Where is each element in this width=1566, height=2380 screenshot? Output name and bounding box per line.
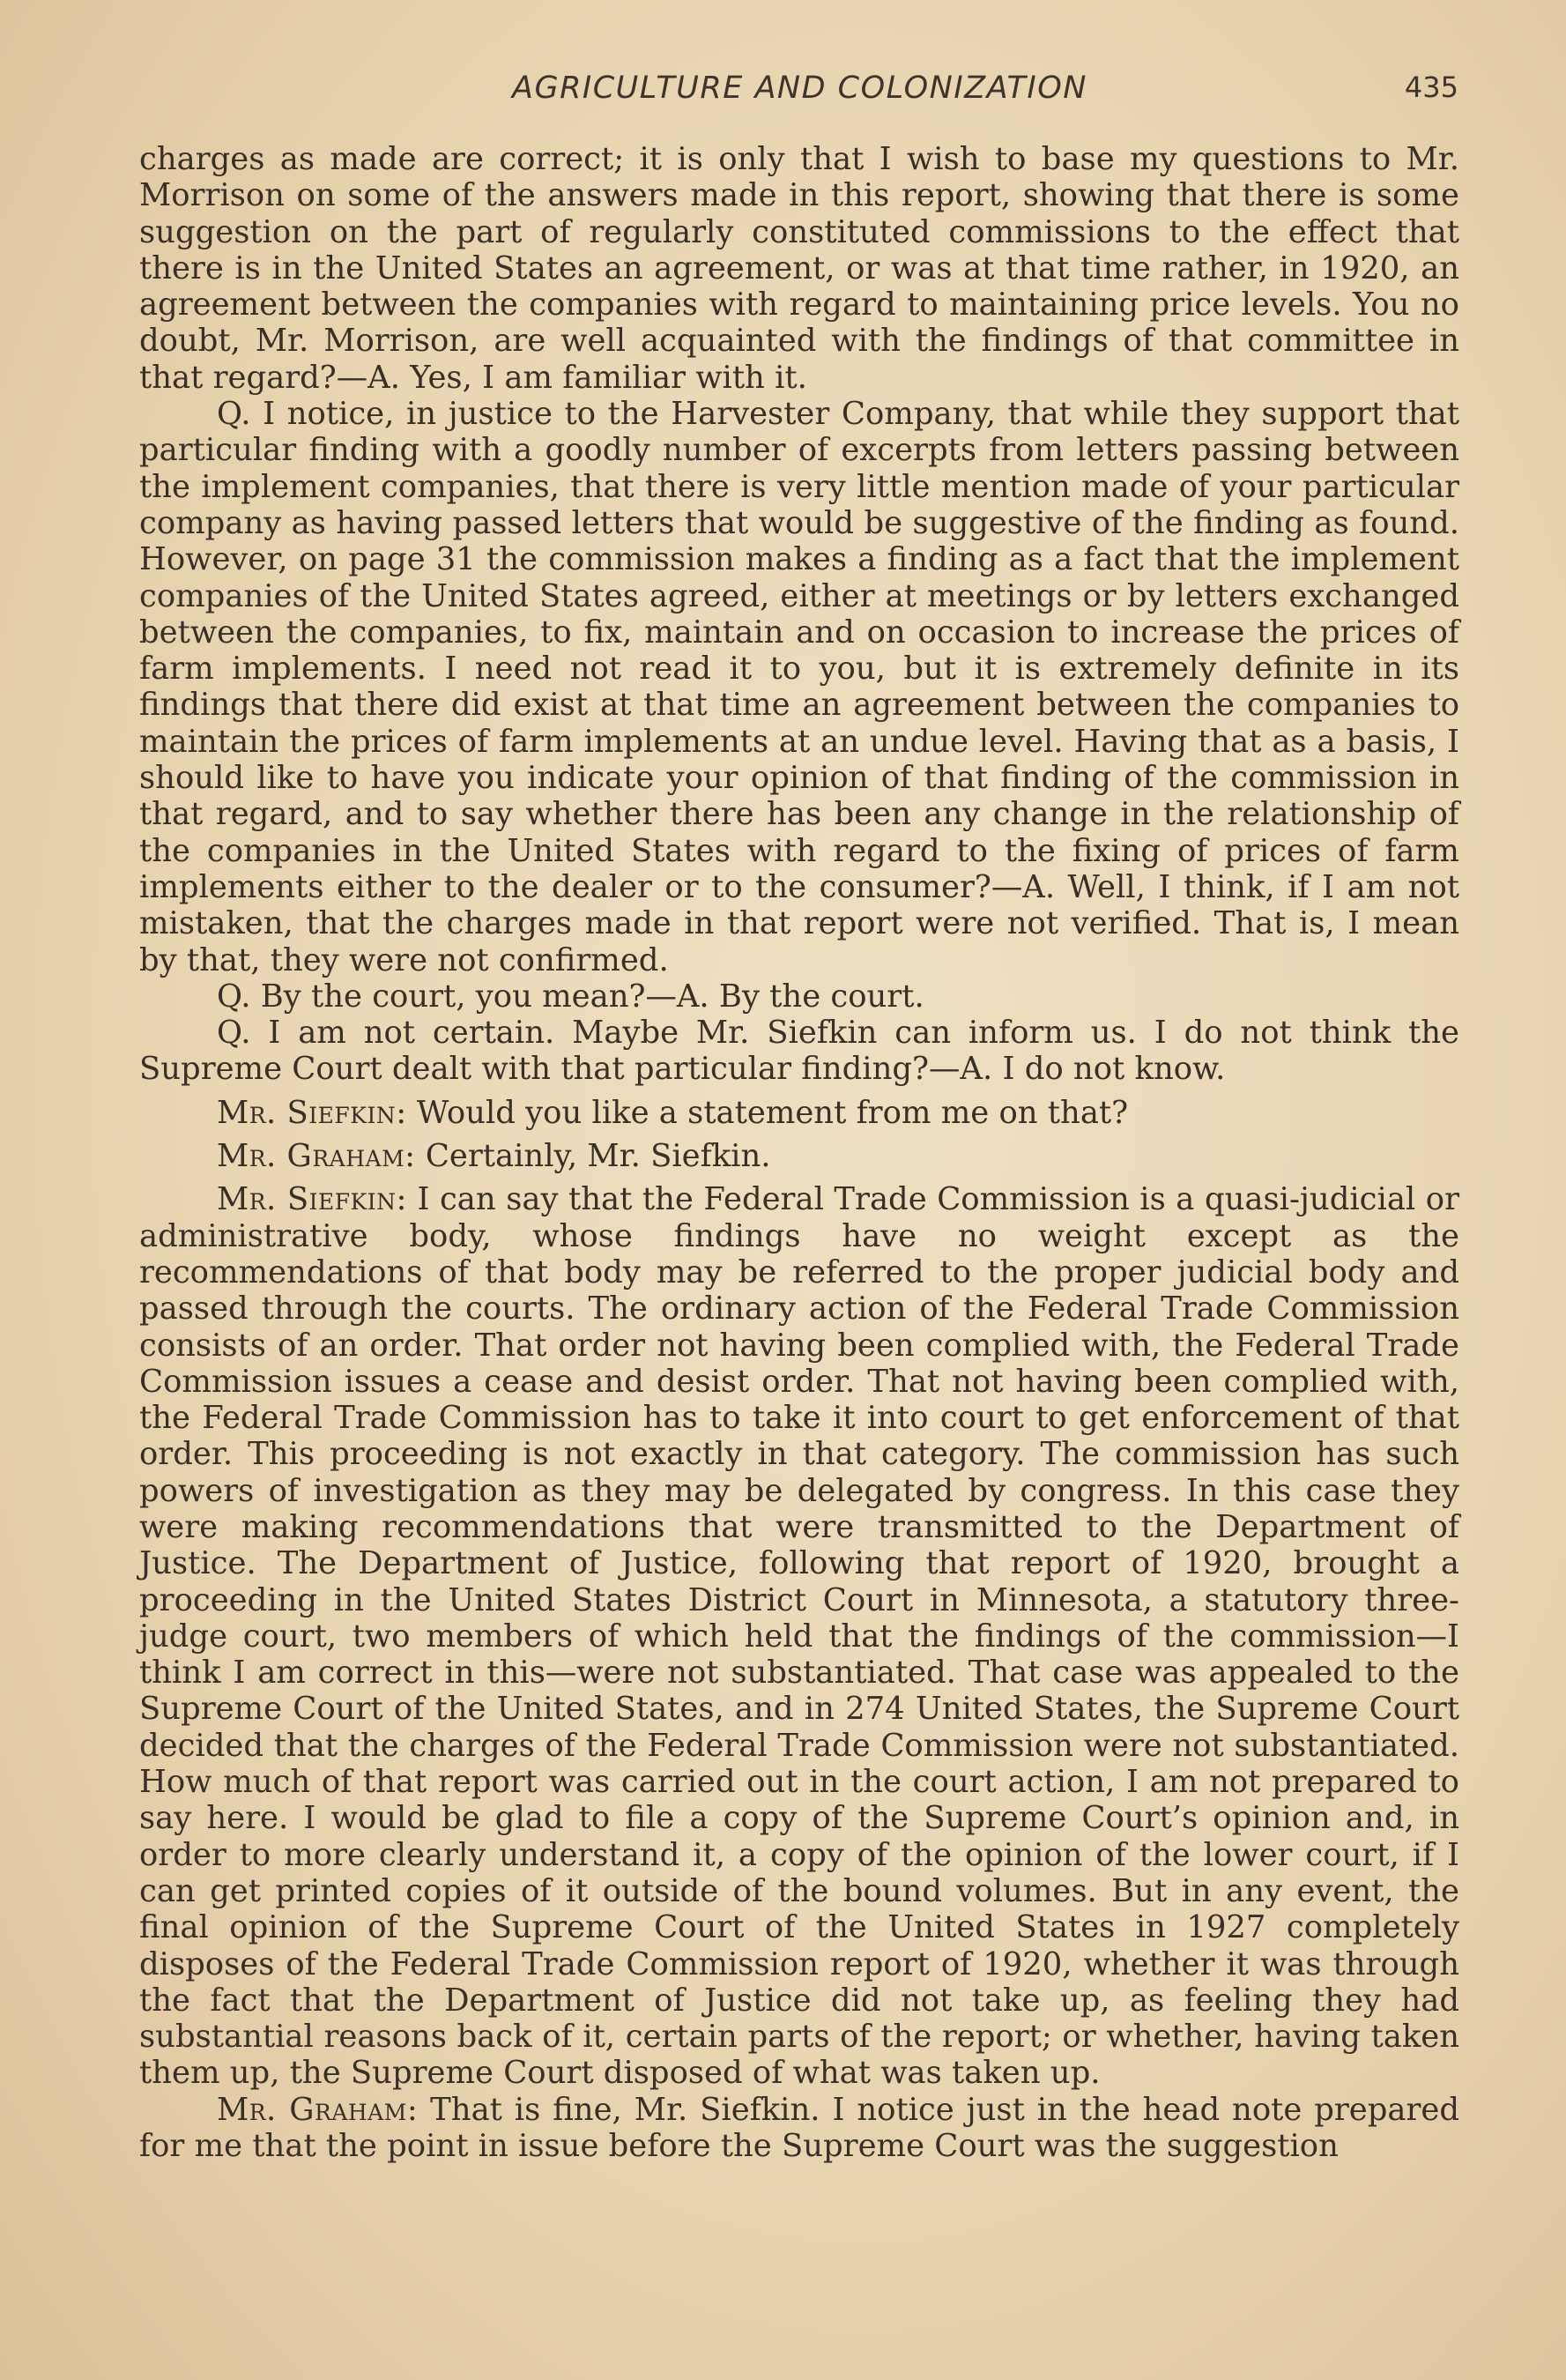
running-title: AGRICULTURE AND COLONIZATION [512, 71, 1087, 106]
paragraph-statement [139, 1095, 1459, 1131]
paragraph-question [139, 978, 1459, 1015]
paragraph-text: charges as made are correct; it is only that I wish to base my questions to Mr. Morrison on some of the answers made in this report, showing that there is some suggestion on the part of regularly constituted commissions to the effect that there is in the United States an agreement, or was at that time rather, in 1920, an agreement between the companies with regard to maintaining price levels. You no doubt, Mr. Morrison, are well acquainted with the findings of that committee in that regard?—A. Yes, I am familiar with it. [139, 141, 1459, 396]
paragraph-text: Certainly, Mr. Siefkin. [425, 1138, 771, 1175]
paragraph-statement [139, 1181, 1459, 2091]
speaker-name: Mr. Graham: [217, 2091, 419, 2128]
paragraph-text: I can say that the Federal Trade Commission is a quasi-judicial or administrative body, whose findings have no weight except as the recommendations of that body may be referred to the proper judicial body and passed through the courts. The ordinary action of the Federal Trade Commission consists of an order. That order not having been complied with, the Federal Trade Commission issues a cease and desist order. That not having been complied with, the Federal Trade Commission has to take it into court to get enforcement of that order. This proceeding is not exactly in that category. The commission has such powers of investigation as they may be delegated by congress. In this case they were making recommendations that were transmitted to the Department of Justice. The Department of Justice, following that report of 1920, brought a proceeding in the United States District Court in Minnesota, a statutory three-judge court, two members of which held that the findings of the commission—I think I am correct in this—were not substantiated. That case was appealed to the Supreme Court of the United States, and in 274 United States, the Supreme Court decided that the charges of the Federal Trade Commission were not substantiated. How much of that report was carried out in the court action, I am not prepared to say here. I would be glad to file a copy of the Supreme Court’s opinion and, in order to more clearly understand it, a copy of the opinion of the lower court, if I can get printed copies of it outside of the bound volumes. But in any event, the final opinion of the Supreme Court of the United States in 1927 completely disposes of the Federal Trade Commission report of 1920, whether it was through the fact that the Department of Justice did not take up, as feeling they had substantial reasons back of it, certain parts of the report; or whether, having taken them up, the Supreme Court disposed of what was taken up. [139, 1181, 1459, 2092]
paragraph-text: Would you like a statement from me on that? [416, 1094, 1129, 1131]
paragraph-text: Q. I am not certain. Maybe Mr. Siefkin can inform us. I do not think the Supreme Court dealt with that particular finding?—A. I do not know. [139, 1015, 1459, 1088]
running-head [141, 71, 1458, 115]
paragraph-continuation [139, 141, 1459, 396]
paragraph-statement [139, 1138, 1459, 1174]
body-text [139, 141, 1459, 2164]
speaker-name: Mr. Graham: [217, 1138, 416, 1175]
paragraph-statement [139, 2092, 1459, 2165]
page-number: 435 [1404, 71, 1458, 104]
speaker-name: Mr. Siefkin: [217, 1094, 407, 1131]
paragraph-text: That is fine, Mr. Siefkin. I notice just in the head note prepared for me that the point in issue before the Supreme Court was the suggestion [139, 2091, 1459, 2165]
paragraph-text: Q. By the court, you mean?—A. By the court. [217, 978, 924, 1015]
speaker-name: Mr. Siefkin: [217, 1181, 407, 1218]
paragraph-question [139, 1015, 1459, 1088]
paragraph-question [139, 396, 1459, 978]
paragraph-text: Q. I notice, in justice to the Harvester Company, that while they support that particular finding with a goodly number of excerpts from letters passing between the implement companies, that there is very little mention made of your particular company as having passed letters that would be suggestive of the finding as found. However, on page 31 the commission makes a finding as a fact that the implement companies of the United States agreed, either at meetings or by letters exchanged between the companies, to fix, maintain and on occasion to increase the prices of farm implements. I need not read it to you, but it is extremely definite in its findings that there did exist at that time an agreement between the companies to maintain the prices of farm implements at an undue level. Having that as a basis, I should like to have you indicate your opinion of that finding of the commission in that regard, and to say whether there has been any change in the relationship of the companies in the United States with regard to the fixing of prices of farm implements either to the dealer or to the consumer?—A. Well, I think, if I am not mistaken, that the charges made in that report were not verified. That is, I mean by that, they were not confirmed. [139, 396, 1459, 978]
